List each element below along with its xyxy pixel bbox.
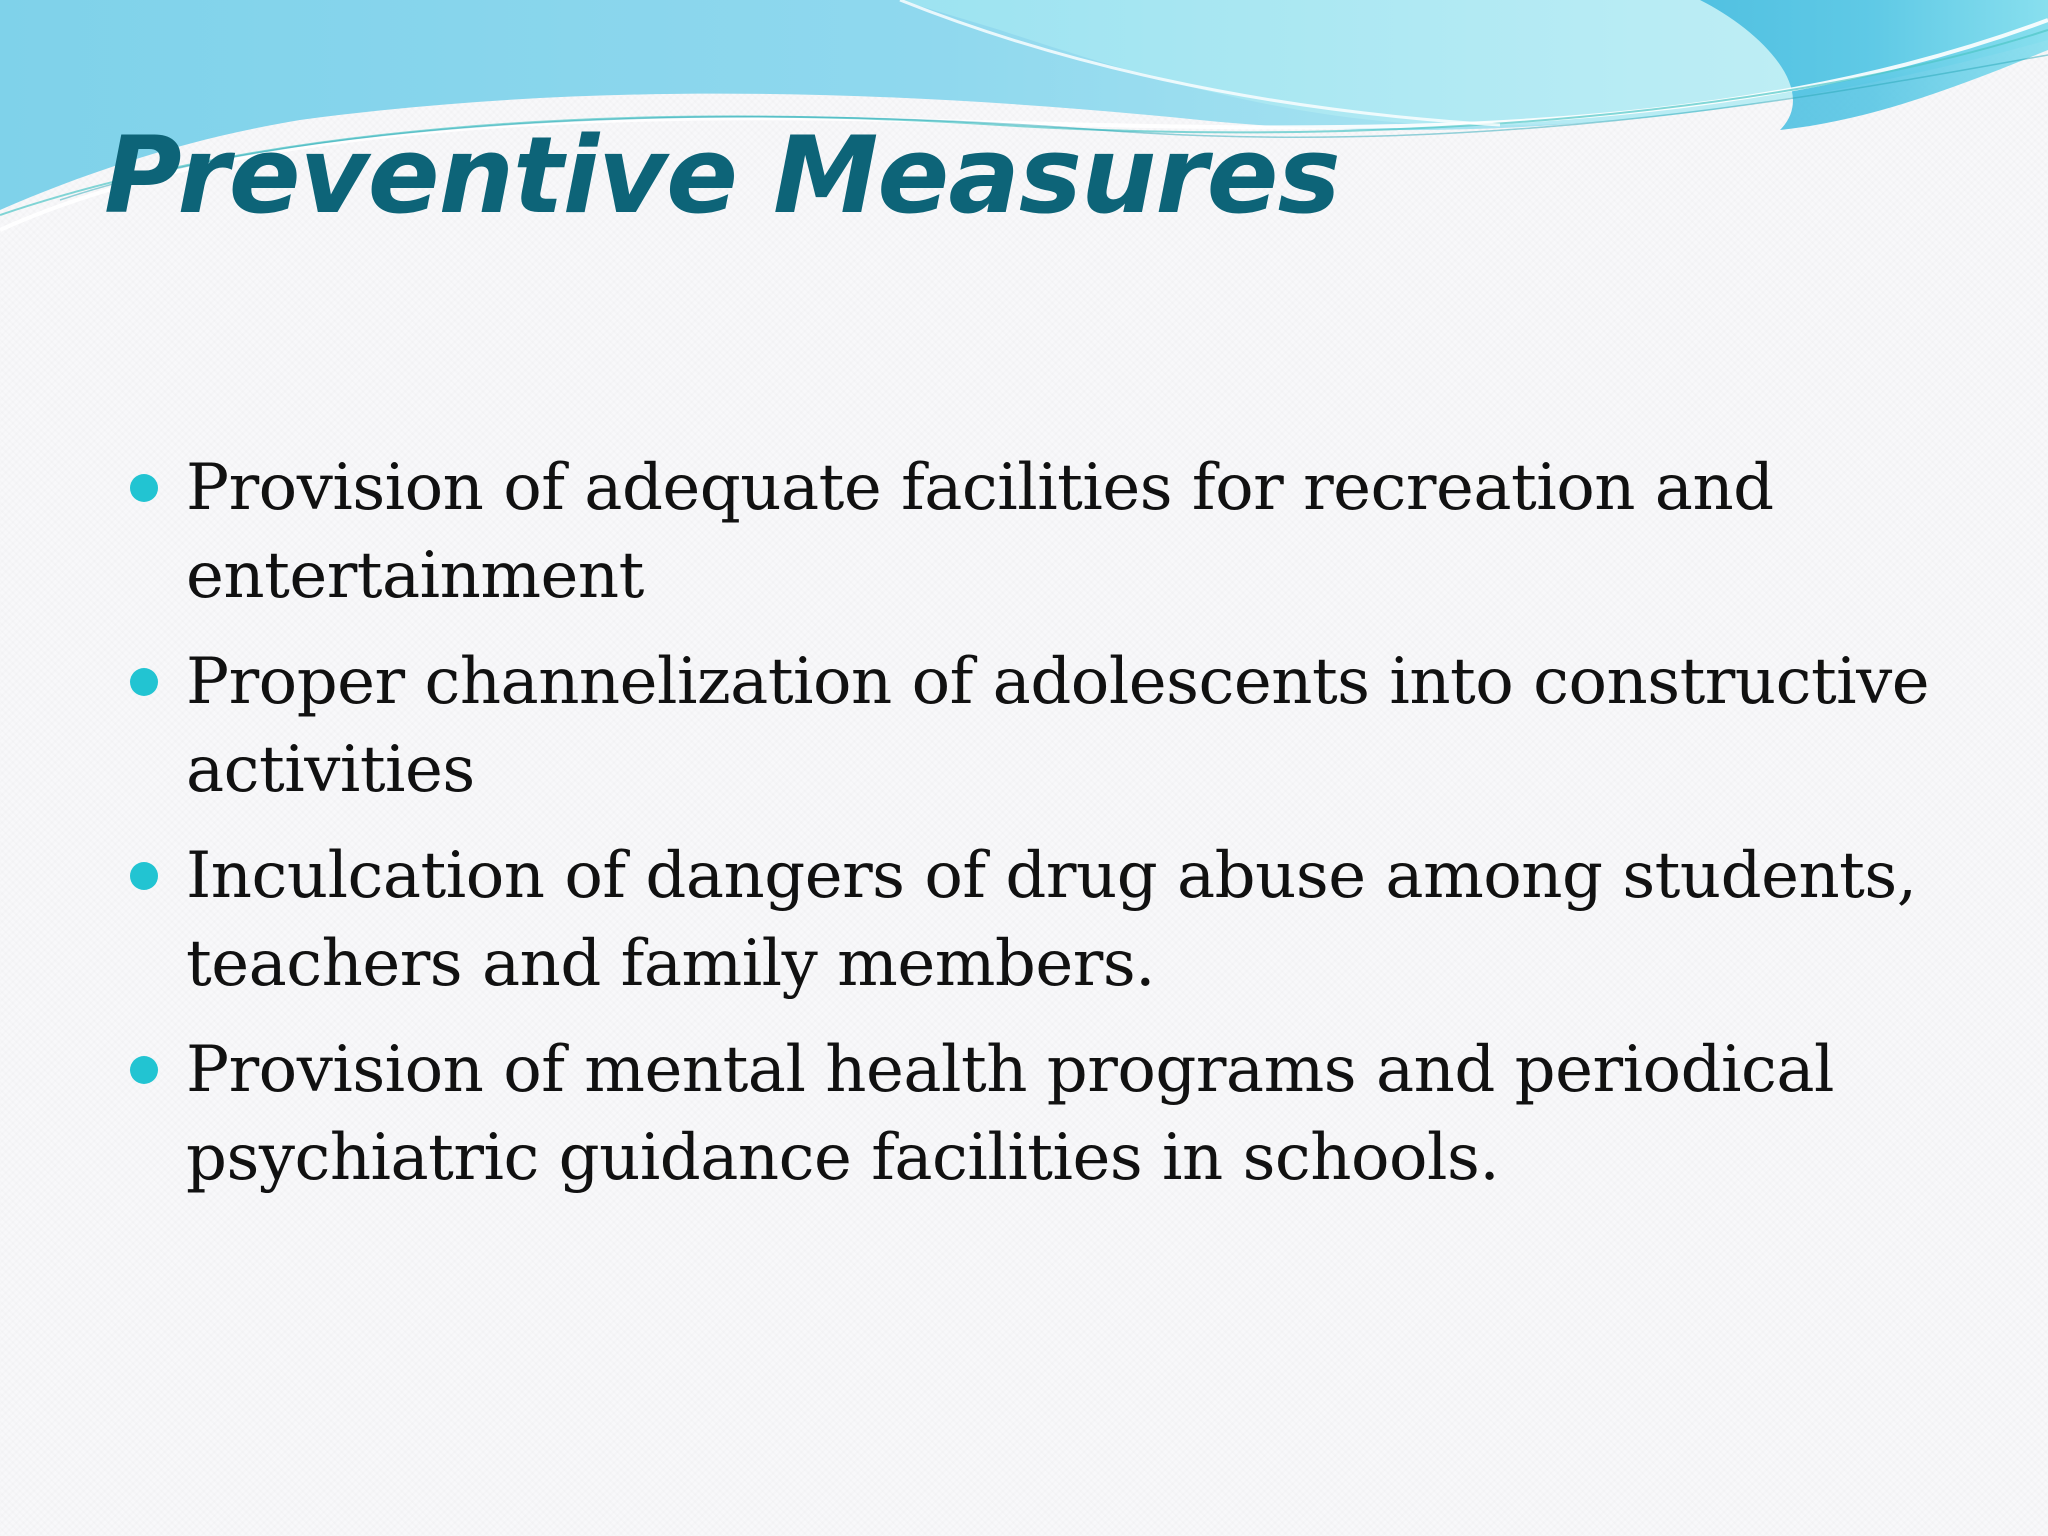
bullet-item — [186, 1026, 1966, 1202]
bullet-line: Provision of mental health programs and periodical — [186, 1033, 1834, 1107]
bullet-line: entertainment — [186, 539, 644, 613]
bullet-dot-icon — [130, 862, 158, 890]
bullet-item — [186, 832, 1966, 1008]
bullet-line: Provision of adequate facilities for recreation and — [186, 451, 1774, 525]
bullet-item — [186, 444, 1966, 620]
bullet-line: Inculcation of dangers of drug abuse among students, — [186, 839, 1917, 913]
slide-title: Preventive Measures — [104, 114, 1340, 237]
bullet-line: teachers and family members. — [186, 927, 1155, 1001]
bullet-item — [186, 638, 1966, 814]
bullet-line: Proper channelization of adolescents into constructive — [186, 645, 1930, 719]
bullet-list — [186, 444, 1966, 1220]
bullet-dot-icon — [130, 668, 158, 696]
bullet-dot-icon — [130, 474, 158, 502]
bullet-dot-icon — [130, 1056, 158, 1084]
bullet-line: activities — [186, 733, 475, 807]
bullet-line: psychiatric guidance facilities in schools. — [186, 1121, 1500, 1195]
